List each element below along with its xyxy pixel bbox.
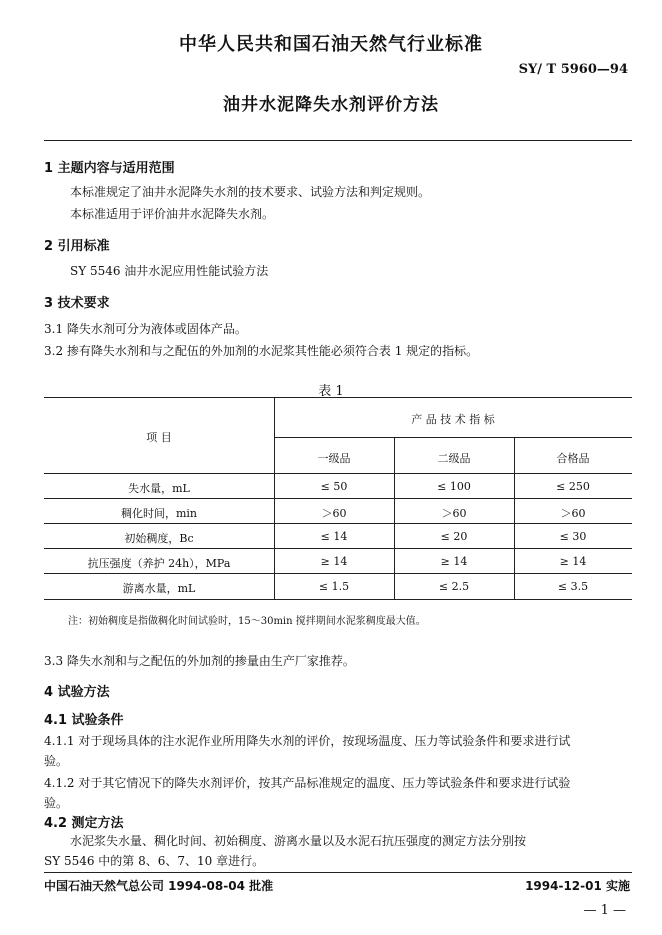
- table-row-item: 抗压强度（养护 24h），MPa: [87, 557, 231, 570]
- clause-4-1-2-line-1: 4.1.2 对于其它情况下的降失水剂评价，按其产品标准规定的温度、压力等试验条件和要求进行试验: [44, 776, 571, 790]
- section-4-heading: 4 试验方法: [44, 685, 110, 700]
- table-cell: ≥ 14: [440, 555, 468, 568]
- table-cell: ≤ 3.5: [557, 580, 589, 593]
- section-2-reference: SY 5546 油井水泥应用性能试验方法: [70, 264, 269, 278]
- effective-date: 1994-12-01 实施: [525, 879, 630, 893]
- section-1-paragraph-2: 本标准适用于评价油井水泥降失水剂。: [70, 207, 275, 221]
- section-1-paragraph-1: 本标准规定了油井水泥降失水剂的技术要求、试验方法和判定规则。: [70, 185, 431, 199]
- table-row-item: 初始稠度，Bc: [124, 532, 194, 545]
- clause-3-1: 3.1 降失水剂可分为液体或固体产品。: [44, 322, 247, 336]
- title-divider: [44, 140, 632, 141]
- clause-3-2: 3.2 掺有降失水剂和与之配伍的外加剂的水泥浆其性能必须符合表 1 规定的指标。: [44, 344, 479, 358]
- table-row-item: 稠化时间，min: [120, 507, 198, 520]
- table-header-grade-3: 合格品: [556, 452, 590, 465]
- table-cell: ≤ 2.5: [438, 580, 470, 593]
- clause-4-2-line-2: SY 5546 中的第 8、6、7、10 章进行。: [44, 854, 265, 868]
- table-cell: ≤ 14: [320, 530, 348, 543]
- footer-divider: [44, 872, 632, 873]
- table-cell: ≤ 20: [440, 530, 468, 543]
- section-1-heading: 1 主题内容与适用范围: [44, 161, 175, 176]
- clause-3-3: 3.3 降失水剂和与之配伍的外加剂的掺量由生产厂家推荐。: [44, 654, 355, 668]
- clause-4-1-1-line-2: 验。: [44, 754, 69, 768]
- table-cell: ≥ 14: [559, 555, 587, 568]
- section-2-heading: 2 引用标准: [44, 239, 110, 254]
- table-row-item: 失水量，mL: [128, 482, 190, 495]
- table-row-item: 游离水量，mL: [122, 582, 196, 595]
- table-cell: ＞60: [441, 507, 467, 520]
- table-header-grade-2: 二级品: [437, 452, 471, 465]
- table-note: 注：初始稠度是指做稠化时间试验时，15～30min 搅拌期间水泥浆稠度最大值。: [68, 616, 426, 627]
- specification-table: [44, 397, 632, 600]
- table-cell: ≤ 250: [556, 480, 590, 493]
- table-header-item: 项 目: [146, 431, 172, 444]
- clause-4-1-heading: 4.1 试验条件: [44, 713, 124, 728]
- document-title: 油井水泥降失水剂评价方法: [223, 95, 439, 115]
- table-cell: ＞60: [321, 507, 347, 520]
- clause-4-2-heading: 4.2 测定方法: [44, 816, 124, 831]
- table-header-group: 产 品 技 术 指 标: [411, 413, 495, 426]
- standard-code: SY/ T 5960—94: [518, 62, 628, 77]
- standard-body-title: 中华人民共和国石油天然气行业标准: [179, 34, 483, 55]
- approval-date: 中国石油天然气总公司 1994-08-04 批准: [44, 879, 274, 893]
- table-header-grade-1: 一级品: [317, 452, 351, 465]
- table-cell: ≥ 14: [320, 555, 348, 568]
- table-cell: ≤ 30: [559, 530, 587, 543]
- table-caption: 表 1: [318, 384, 344, 399]
- clause-4-1-1-line-1: 4.1.1 对于现场具体的注水泥作业所用降失水剂的评价，按现场温度、压力等试验条件和要求进行试: [44, 734, 571, 748]
- clause-4-1-2-line-2: 验。: [44, 796, 69, 810]
- page-number: — 1 —: [583, 903, 626, 918]
- table-cell: ＞60: [560, 507, 586, 520]
- section-3-heading: 3 技术要求: [44, 296, 110, 311]
- table-cell: ≤ 1.5: [318, 580, 350, 593]
- table-cell: ≤ 50: [320, 480, 348, 493]
- clause-4-2-line-1: 水泥浆失水量、稠化时间、初始稠度、游离水量以及水泥石抗压强度的测定方法分别按: [70, 834, 527, 848]
- table-cell: ≤ 100: [437, 480, 471, 493]
